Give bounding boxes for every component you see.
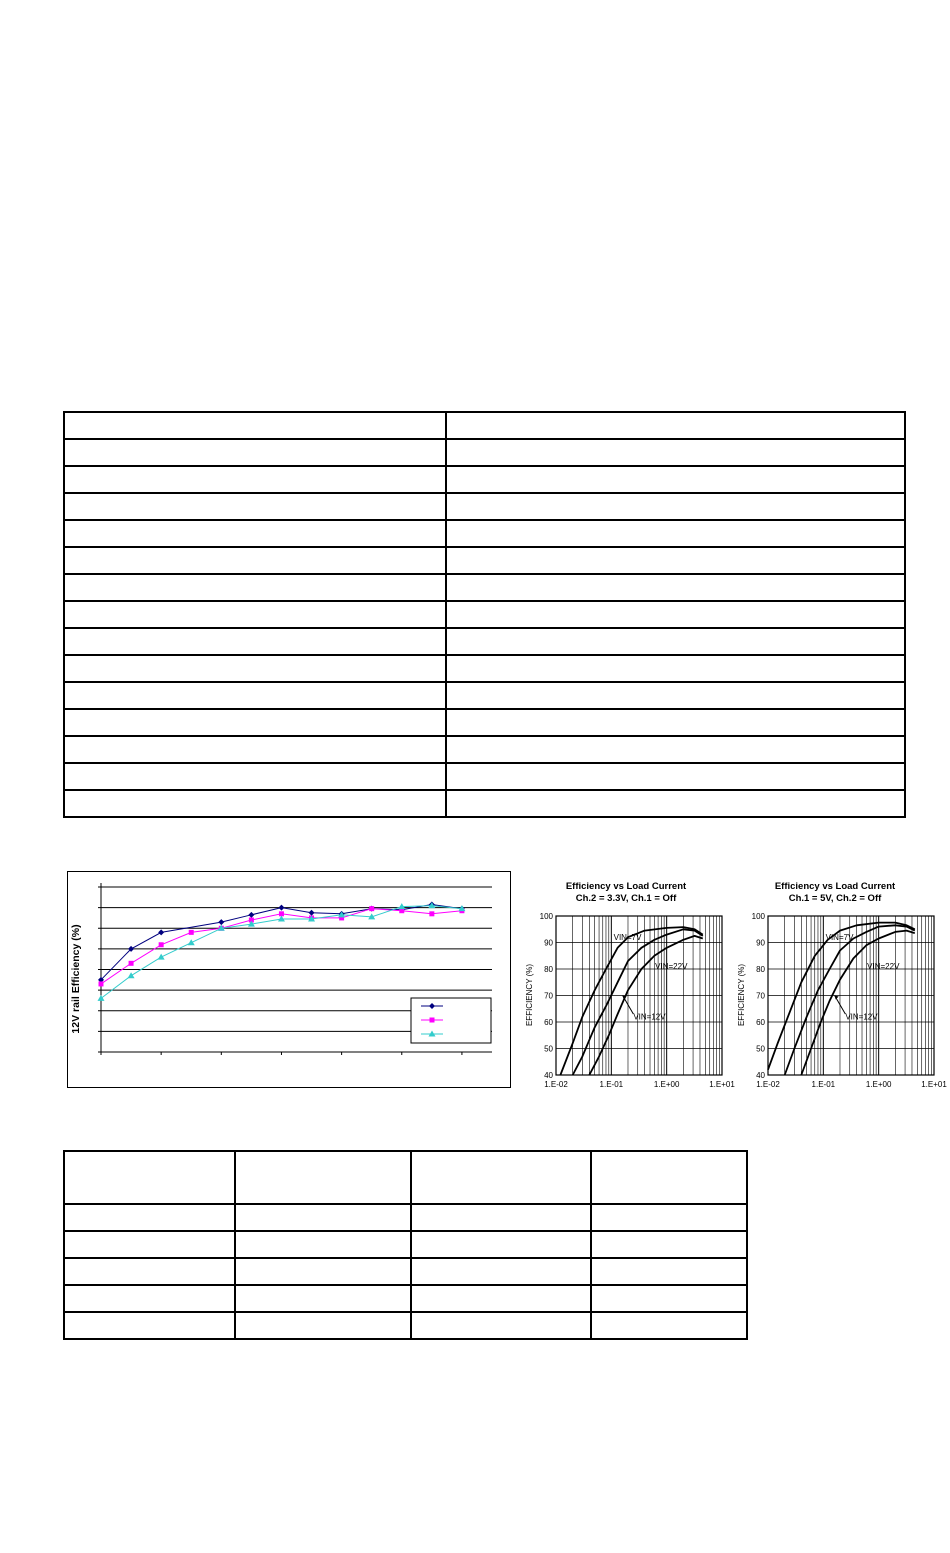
y-tick-label: 60 [544, 1018, 553, 1027]
summary-table [63, 1150, 748, 1340]
table-cell [64, 520, 446, 547]
table-cell [235, 1312, 410, 1339]
table-cell [446, 412, 905, 439]
data-point [369, 906, 374, 911]
table-cell [64, 1312, 235, 1339]
table-row [64, 709, 905, 736]
rail-efficiency-chart [67, 871, 511, 1088]
table-row [64, 1151, 747, 1204]
table-cell [64, 655, 446, 682]
table-cell [411, 1312, 591, 1339]
table-cell [591, 1312, 747, 1339]
table-row [64, 790, 905, 817]
series-line [560, 927, 702, 1075]
x-tick-label: 1.E+01 [921, 1080, 947, 1089]
y-tick-label: 70 [756, 991, 765, 1001]
y-tick-label: 100 [751, 912, 765, 921]
table-cell [64, 1204, 235, 1231]
table-cell [64, 763, 446, 790]
annotation-label: VIN=7V [825, 932, 854, 942]
chart-title: Efficiency vs Load Current [774, 881, 896, 892]
annotation-label: VIN=22V [655, 962, 688, 971]
chart-ylabel: 12V rail Efficiency (%) [70, 924, 82, 1034]
table-cell [64, 412, 446, 439]
chart-subtitle: Ch.2 = 3.3V, Ch.1 = Off [575, 893, 677, 904]
efficiency-chart-ch2 [520, 878, 735, 1096]
x-tick-label: 1.E+00 [653, 1080, 680, 1089]
chart-legend [411, 998, 491, 1043]
table-cell [411, 1285, 591, 1312]
table-cell [64, 1231, 235, 1258]
table-cell [446, 601, 905, 628]
table-row [64, 628, 905, 655]
chart-frame [68, 872, 511, 1088]
spec-table [63, 411, 906, 818]
table-cell [446, 682, 905, 709]
table-cell [446, 574, 905, 601]
table-cell [446, 628, 905, 655]
y-tick-label: 70 [544, 991, 553, 1001]
x-tick-label: 1.E-01 [599, 1080, 624, 1089]
y-tick-label: 100 [539, 912, 553, 921]
table-cell [64, 736, 446, 763]
chart-title: Efficiency vs Load Current [565, 881, 687, 892]
y-tick-label: 60 [756, 1018, 765, 1027]
y-tick-label: 50 [756, 1044, 765, 1054]
table-row [64, 1285, 747, 1312]
table-row [64, 547, 905, 574]
x-tick-label: 1.E-02 [544, 1080, 568, 1089]
table-cell [64, 790, 446, 817]
table-row [64, 574, 905, 601]
table-row [64, 763, 905, 790]
y-tick-label: 50 [544, 1044, 553, 1054]
x-tick-label: 1.E+01 [709, 1080, 735, 1089]
table-cell [64, 628, 446, 655]
table-row [64, 736, 905, 763]
table-cell [64, 574, 446, 601]
table-cell [64, 1151, 235, 1204]
table-cell [411, 1151, 591, 1204]
table-cell [411, 1258, 591, 1285]
table-cell [446, 655, 905, 682]
table-cell [411, 1231, 591, 1258]
data-point [429, 911, 434, 916]
table-row [64, 1258, 747, 1285]
table-cell [64, 601, 446, 628]
y-tick-label: 90 [544, 938, 553, 948]
table-cell [591, 1231, 747, 1258]
data-point [189, 930, 194, 935]
table-cell [446, 763, 905, 790]
table-row [64, 655, 905, 682]
annotation-label: VIN=12V [633, 1012, 666, 1022]
table-row [64, 439, 905, 466]
chart-subtitle: Ch.1 = 5V, Ch.2 = Off [788, 893, 882, 904]
table-cell [235, 1231, 410, 1258]
table-row [64, 1312, 747, 1339]
table-row [64, 493, 905, 520]
data-point [99, 981, 104, 986]
table-cell [64, 682, 446, 709]
table-cell [64, 1258, 235, 1285]
table-cell [64, 547, 446, 574]
y-tick-label: 40 [544, 1071, 553, 1080]
table-cell [64, 493, 446, 520]
y-tick-label: 90 [756, 938, 765, 948]
y-tick-label: 80 [756, 965, 765, 974]
table-row [64, 412, 905, 439]
table-cell [591, 1151, 747, 1204]
x-tick-label: 1.E-02 [756, 1080, 780, 1089]
table-cell [446, 547, 905, 574]
table-row [64, 601, 905, 628]
table-row [64, 1231, 747, 1258]
table-cell [64, 439, 446, 466]
table-cell [411, 1204, 591, 1231]
chart-ylabel: EFFICIENCY (%) [737, 963, 746, 1027]
data-point [159, 942, 164, 947]
series-line [768, 923, 915, 1070]
table-cell [446, 466, 905, 493]
table-cell [64, 709, 446, 736]
table-cell [591, 1258, 747, 1285]
table-cell [446, 439, 905, 466]
table-cell [446, 709, 905, 736]
efficiency-chart-ch1 [732, 878, 947, 1096]
y-tick-label: 80 [544, 965, 553, 974]
table-cell [235, 1151, 410, 1204]
table-cell [591, 1204, 747, 1231]
table-row [64, 682, 905, 709]
annotation-label: VIN=12V [845, 1012, 878, 1022]
table-cell [235, 1258, 410, 1285]
y-tick-label: 40 [756, 1071, 765, 1080]
table-cell [446, 736, 905, 763]
data-point [129, 961, 134, 966]
table-row [64, 466, 905, 493]
data-point [430, 1018, 435, 1023]
table-cell [446, 790, 905, 817]
table-cell [235, 1204, 410, 1231]
table-cell [591, 1285, 747, 1312]
table-cell [64, 1285, 235, 1312]
annotation-label: VIN=22V [867, 962, 900, 971]
table-cell [446, 493, 905, 520]
chart-ylabel: EFFICIENCY (%) [525, 963, 534, 1027]
table-row [64, 1204, 747, 1231]
x-tick-label: 1.E-01 [811, 1080, 836, 1089]
table-cell [64, 466, 446, 493]
table-cell [446, 520, 905, 547]
table-row [64, 520, 905, 547]
table-cell [235, 1285, 410, 1312]
x-tick-label: 1.E+00 [865, 1080, 892, 1089]
annotation-label: VIN=7V [613, 932, 642, 942]
